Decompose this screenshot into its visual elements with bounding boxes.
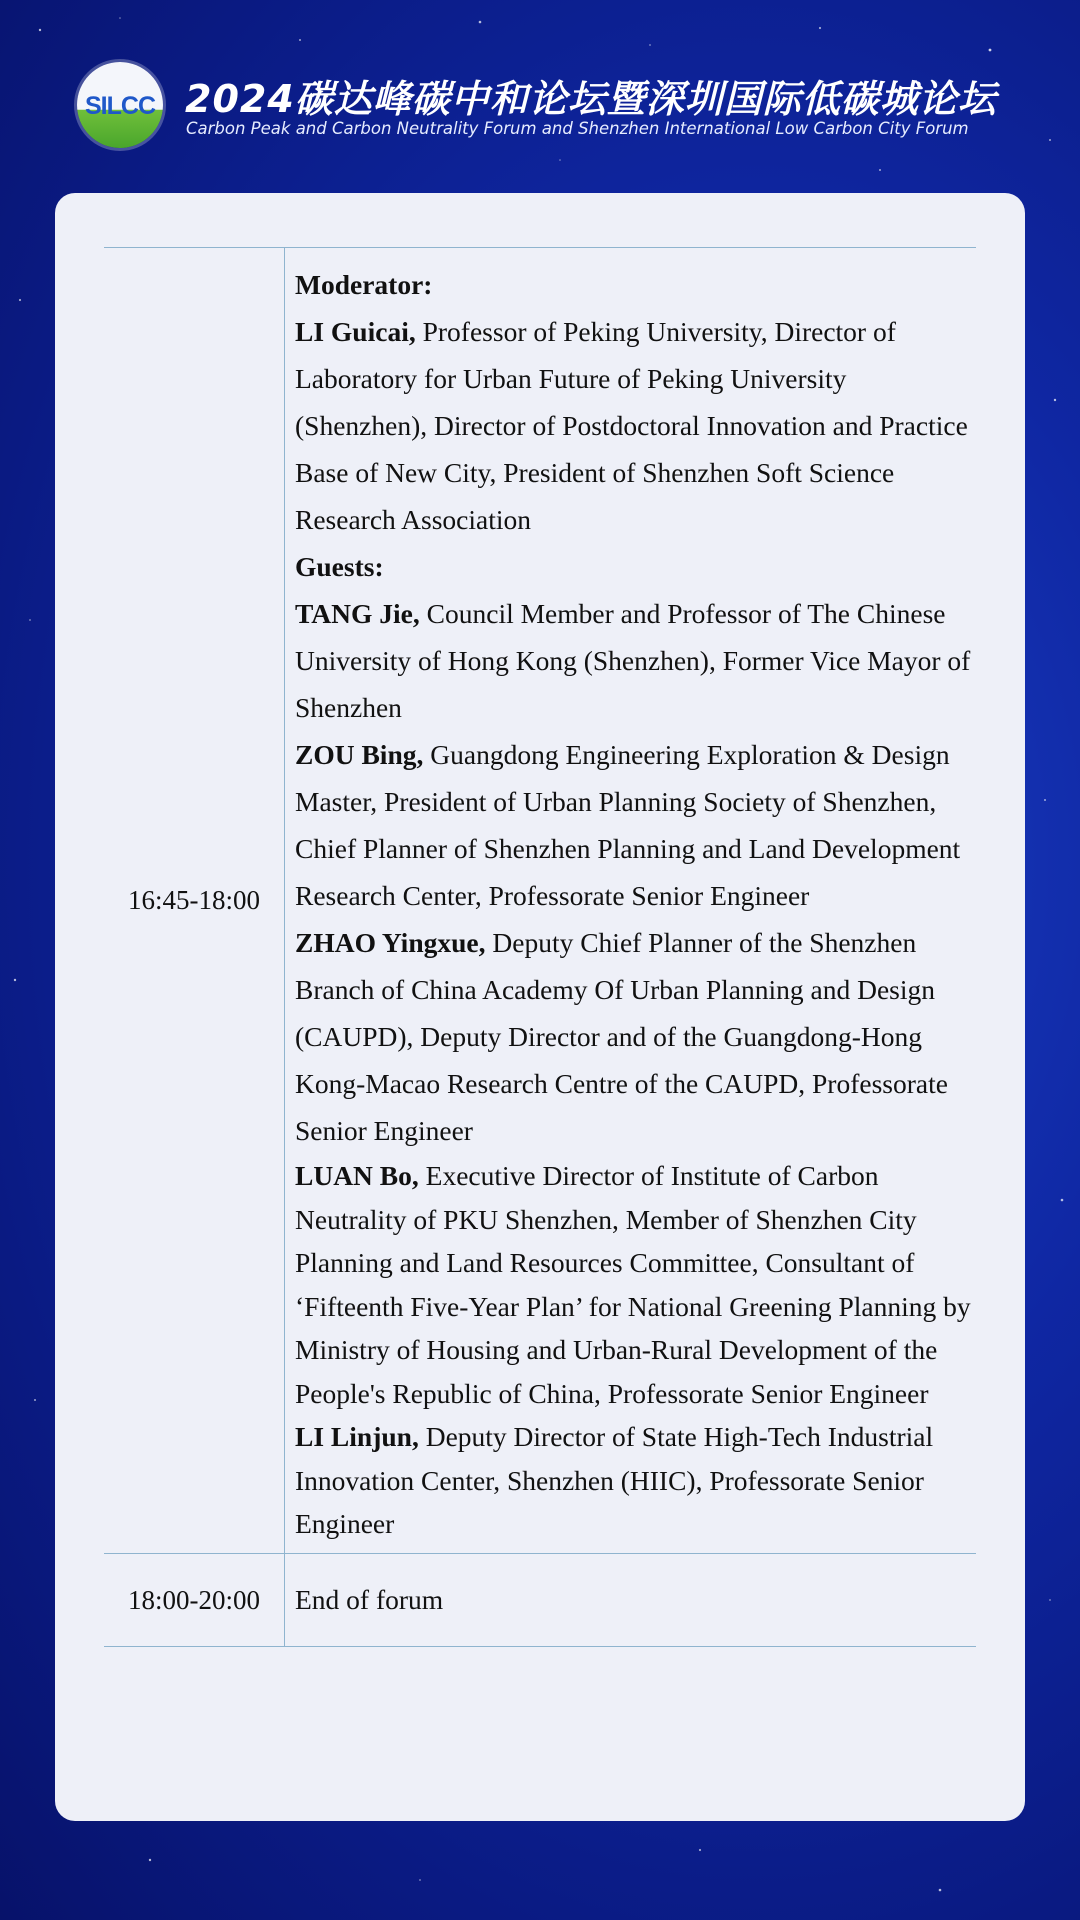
guest-name: LI Linjun, [295,1421,419,1452]
guest-desc: Deputy Director of State High-Tech Industrial Innovation Center, Shenzhen (HIIC), Professorate Senior Engineer [295,1421,934,1539]
speakers-block [295,249,975,1552]
guest-name: ZOU Bing, [295,739,424,770]
header [0,0,1080,190]
guest-desc: Guangdong Engineering Exploration & Design Master, President of Urban Planning Society of Shenzhen, Chief Planner of Shenzhen Planning and Land Development Research Center, Professorate Senior Engineer [295,739,961,911]
silcc-logo [77,62,163,148]
guest-entry [295,731,975,919]
guest-name: TANG Jie, [295,598,420,629]
guest-entry [295,1415,975,1546]
moderator-name: LI Guicai, [295,316,416,347]
content-cell [285,248,977,1554]
moderator-desc: Professor of Peking University, Director of Laboratory for Urban Future of Peking University (Shenzhen), Director of Postdoctoral Innovation and Practice Base of New City, President of Shenzhen Soft Science Research Association [295,316,968,535]
guest-desc: Executive Director of Institute of Carbon Neutrality of PKU Shenzhen, Member of Shenzhen City Planning and Land Resources Committee, Consultant of ‘Fifteenth Five-Year Plan’ for National Greening Planning by Ministry of Housing and Urban-Rural Development of the People's Republic of China, Professorate Senior Engineer [295,1160,971,1409]
guest-entry [295,919,975,1154]
agenda-row [104,1553,976,1646]
forum-title-en: Carbon Peak and Carbon Neutrality Forum and Shenzhen International Low Carbon City Forum [186,119,969,138]
agenda-card [55,193,1025,1821]
guest-name: LUAN Bo, [295,1160,419,1191]
guest-desc: Council Member and Professor of The Chinese University of Hong Kong (Shenzhen), Former Vice Mayor of Shenzhen [295,598,971,723]
guest-desc: Deputy Chief Planner of the Shenzhen Branch of China Academy Of Urban Planning and Design (CAUPD), Deputy Director and of the Guangdong-Hong Kong-Macao Research Centre of the CAUPD, Professorate Senior Engineer [295,927,948,1146]
time-cell: 18:00-20:00 [104,1553,285,1646]
content-cell: End of forum [285,1553,977,1646]
logo-text: SILCC [85,92,155,120]
guests-heading: Guests: [295,551,384,582]
time-cell: 16:45-18:00 [104,248,285,1554]
guest-entry [295,590,975,731]
forum-title-cn: 2024碳达峰碳中和论坛暨深圳国际低碳城论坛 [185,77,997,121]
moderator-entry [295,308,975,543]
guest-name: ZHAO Yingxue, [295,927,486,958]
guest-entry [295,1154,975,1415]
agenda-table [104,247,976,1647]
agenda-row [104,248,976,1554]
moderator-heading: Moderator: [295,269,433,300]
